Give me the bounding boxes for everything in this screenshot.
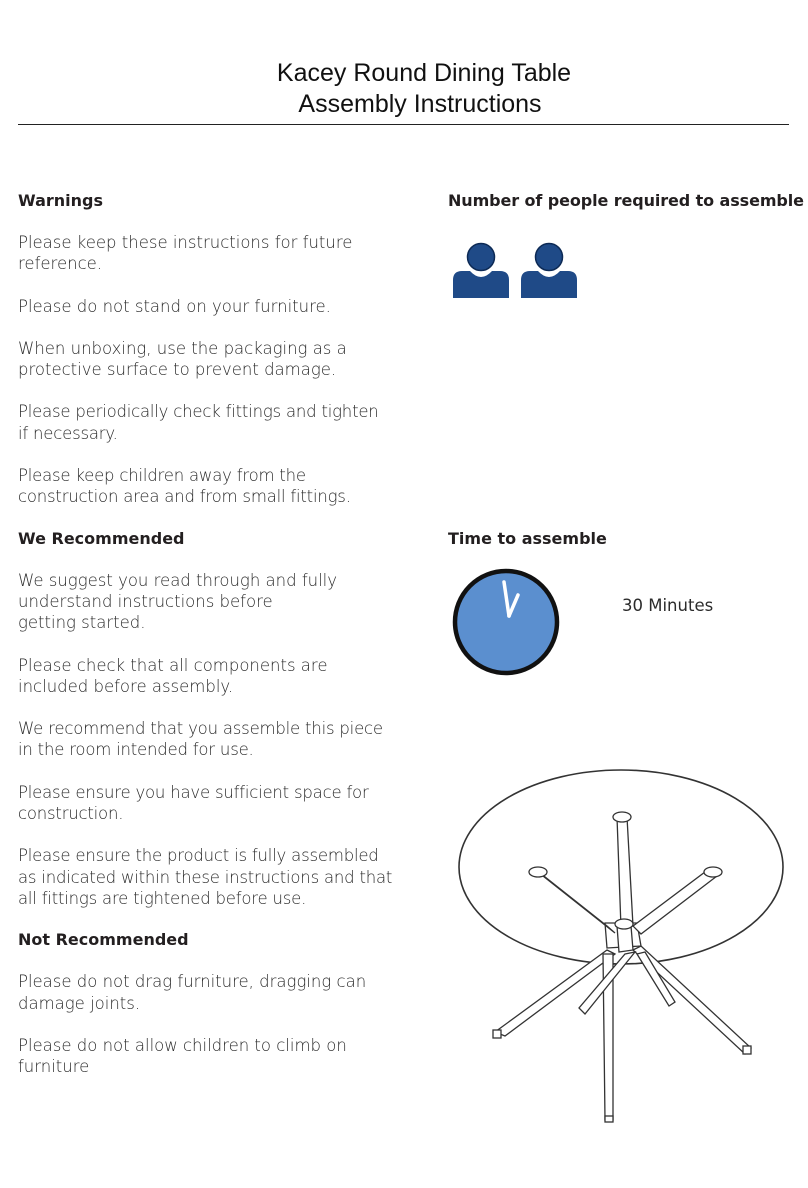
product-name: Kacey Round Dining Table <box>276 59 572 87</box>
not-recommended-heading: Not Recommended <box>18 930 189 950</box>
document-subtitle: Assembly Instructions <box>298 90 542 118</box>
people-heading: Number of people required to assemble <box>448 191 804 210</box>
not-recommended-item: Please do not allow children to climb on furniture <box>18 1035 347 1077</box>
time-heading: Time to assemble <box>448 529 607 548</box>
warning-item: Please keep children away from the construction area and from small fittings. <box>18 466 351 507</box>
not-recommended-item: Please do not drag furniture, dragging can damage joints. <box>18 972 367 1013</box>
warning-item: Please periodically check fittings and tighten if necessary. <box>18 402 379 443</box>
two-person-icon-group <box>448 236 588 302</box>
instructions-column <box>18 190 418 1077</box>
recommended-item: Please ensure the product is fully assembled as indicated within these instructions and that all fittings are tightened before use. <box>18 846 393 908</box>
recommended-item: Please ensure you have sufficient space for construction. <box>18 782 369 824</box>
person-icon <box>453 244 509 299</box>
title-divider <box>18 124 789 125</box>
warning-item: When unboxing, use the packaging as a protective surface to prevent damage. <box>18 338 347 380</box>
person-icon <box>521 244 577 299</box>
document-title <box>0 58 808 120</box>
recommended-item: We recommend that you assemble this piece in the room intended for use. <box>18 719 383 760</box>
warning-item: Please do not stand on your furniture. <box>18 296 331 316</box>
assembly-time-label: 30 Minutes <box>622 596 714 615</box>
warnings-heading: Warnings <box>18 191 104 210</box>
recommended-item: We suggest you read through and fully understand instructions before getting started. <box>18 570 338 633</box>
recommended-heading: We Recommended <box>18 528 185 548</box>
warning-item: Please keep these instructions for future reference. <box>18 233 353 274</box>
recommended-item: Please check that all components are included before assembly. <box>18 655 328 696</box>
table-illustration <box>455 768 793 1128</box>
clock-icon <box>448 566 564 678</box>
